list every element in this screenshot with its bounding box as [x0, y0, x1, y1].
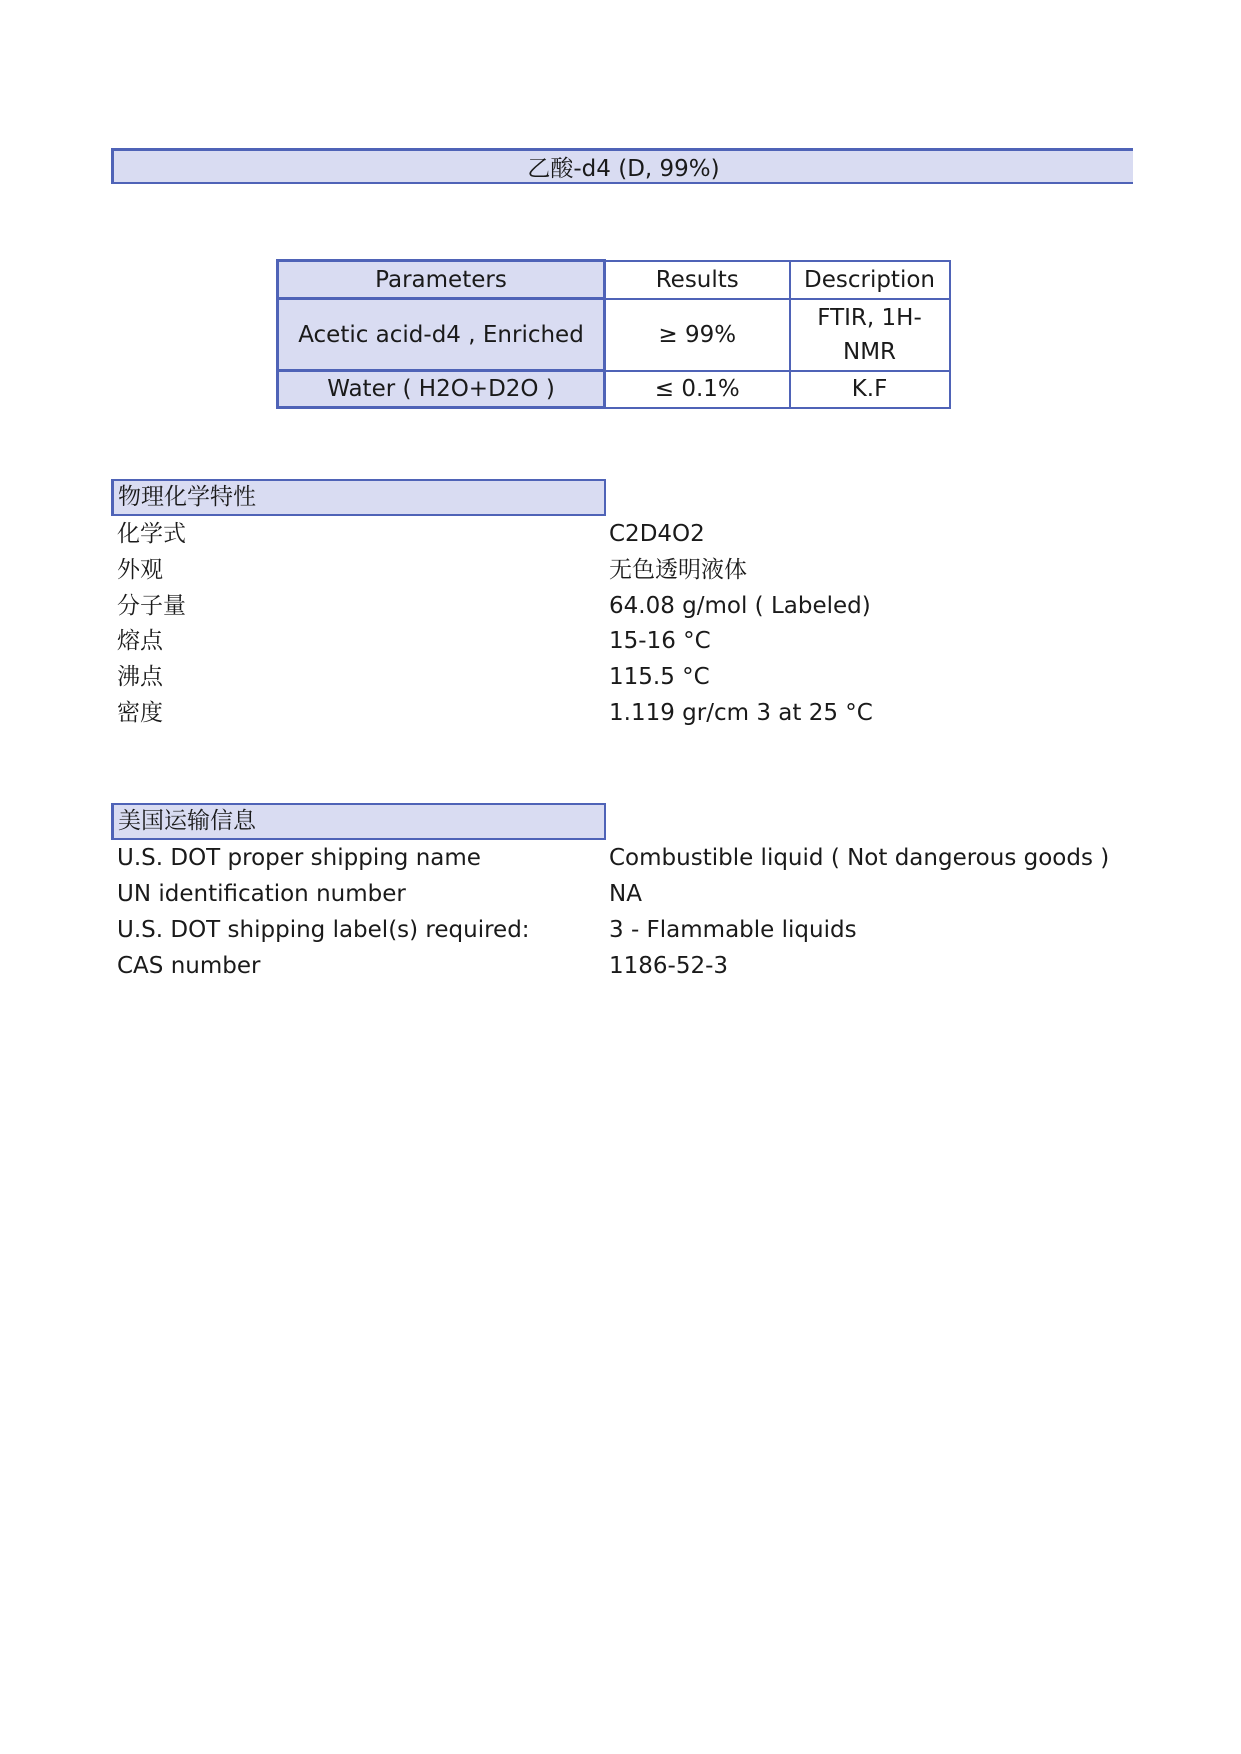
- document-title-bar: [111, 148, 1133, 184]
- shipping-row: [117, 912, 1137, 948]
- shipping-section-title: 美国运输信息: [118, 808, 256, 834]
- spec-description-cell: [790, 371, 950, 408]
- physchem-row: [117, 695, 1137, 731]
- document-title: 乙酸-d4 (D, 99%): [527, 156, 720, 182]
- spec-result-cell: ≥ 99%: [605, 299, 790, 371]
- shipping-value: 1186-52-3: [609, 953, 729, 979]
- spec-result-cell: ≤ 0.1%: [605, 371, 790, 408]
- spec-parameter-cell: Water ( H2O+D2O ): [278, 371, 605, 408]
- spec-table-row: [278, 299, 950, 371]
- shipping-row: [117, 840, 1137, 876]
- shipping-label: U.S. DOT proper shipping name: [117, 845, 481, 871]
- shipping-section-header: [111, 803, 606, 840]
- spec-description-cell: [790, 299, 950, 371]
- shipping-label: CAS number: [117, 953, 261, 979]
- shipping-value: NA: [609, 881, 642, 907]
- spec-table-header-row: [278, 261, 950, 299]
- shipping-value: Combustible liquid ( Not dangerous goods ): [609, 845, 1110, 871]
- shipping-label: U.S. DOT shipping label(s) required:: [117, 917, 530, 943]
- shipping-value: 3 - Flammable liquids: [609, 917, 857, 943]
- physchem-row: [117, 552, 1137, 588]
- property-value: C2D4O2: [609, 521, 705, 547]
- spec-description-line: NMR: [842, 338, 897, 365]
- property-label: 熔点: [117, 628, 163, 654]
- spec-header-description: Description: [790, 261, 950, 299]
- property-value: 无色透明液体: [609, 557, 747, 583]
- physchem-row: [117, 588, 1137, 624]
- physchem-section-title: 物理化学特性: [118, 484, 256, 510]
- shipping-row: [117, 948, 1137, 984]
- physchem-row: [117, 659, 1137, 695]
- property-label: 分子量: [117, 593, 186, 619]
- spec-table: [276, 259, 951, 409]
- property-label: 化学式: [117, 521, 186, 547]
- shipping-row: [117, 876, 1137, 912]
- property-label: 密度: [117, 700, 163, 726]
- property-value: 15-16 °C: [609, 628, 711, 654]
- spec-table-row: [278, 371, 950, 408]
- spec-description-line: K.F: [851, 376, 888, 402]
- property-value: 64.08 g/mol ( Labeled): [609, 593, 871, 619]
- spec-description-line: FTIR, 1H-: [817, 304, 922, 331]
- property-label: 沸点: [117, 664, 163, 690]
- property-value: 1.119 gr/cm 3 at 25 °C: [609, 700, 873, 726]
- spec-header-results: Results: [605, 261, 790, 299]
- spec-parameter-cell: Acetic acid-d4 , Enriched: [278, 299, 605, 371]
- property-label: 外观: [117, 557, 163, 583]
- shipping-label: UN identification number: [117, 881, 406, 907]
- physchem-row: [117, 516, 1137, 552]
- spec-header-parameters: Parameters: [278, 261, 605, 299]
- physchem-row: [117, 623, 1137, 659]
- physchem-section-header: [111, 479, 606, 516]
- property-value: 115.5 °C: [609, 664, 710, 690]
